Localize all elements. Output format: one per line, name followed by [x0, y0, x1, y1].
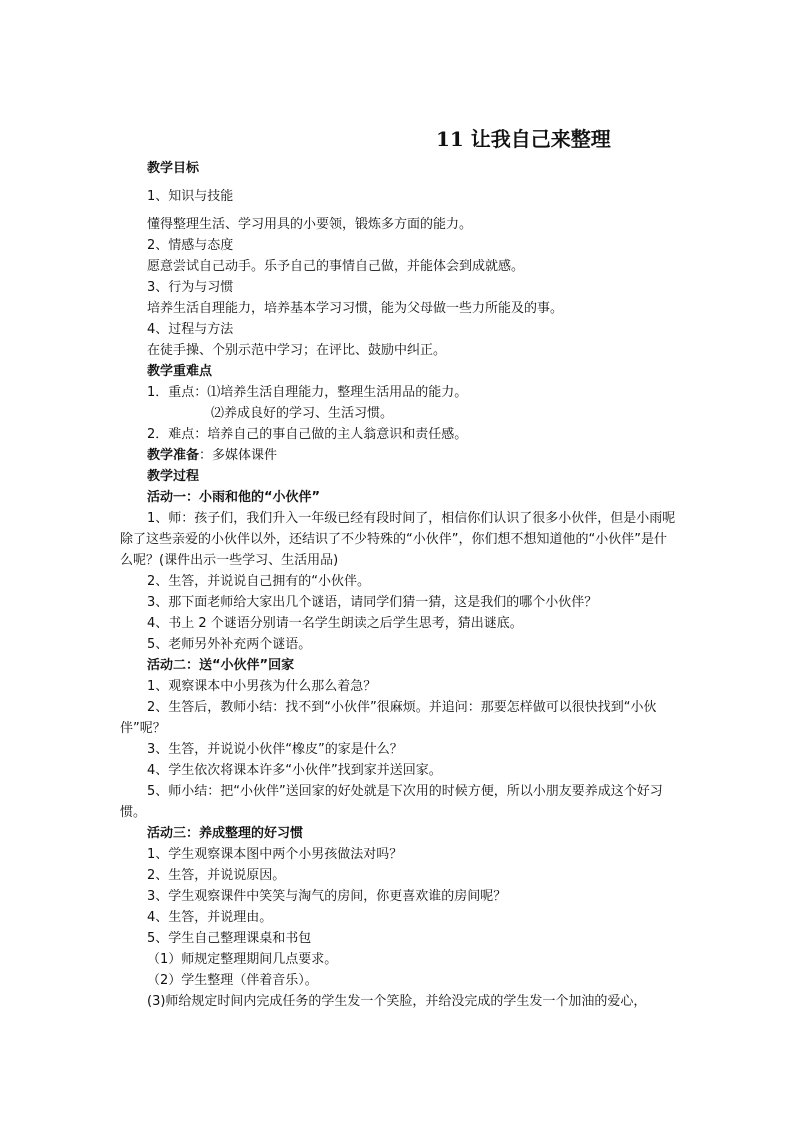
activity3-substep: （2）学生整理（伴着音乐）。: [147, 973, 318, 988]
activity3-step: 2、生答，并说说原因。: [147, 868, 286, 883]
process-heading: 教学过程: [147, 469, 200, 484]
activity3-step: 1、学生观察课本图中两个小男孩做法对吗？: [147, 847, 403, 862]
key-point-line: 2．难点：培养自己的事自己做的主人翁意识和责任感。: [147, 427, 468, 442]
activity1-step: 4、书上 2 个谜语分别请一名学生朗读之后学生思考，猜出谜底。: [147, 616, 523, 631]
activity1-heading: 活动一：小雨和他的“小伙伴”: [147, 490, 321, 505]
objective-text: 懂得整理生活、学习用具的小要领，锻炼多方面的能力。: [147, 217, 473, 232]
document-title: 11 让我自己来整理: [436, 127, 611, 151]
activity2-heading: 活动二：送“小伙伴”回家: [147, 658, 295, 673]
preparation-line: [120, 445, 676, 466]
activity2-step: 5、师小结：把“小伙伴”送回家的好处就是下次用的时候方便，所以小朋友要养成这个好习惯。: [120, 784, 663, 820]
objective-text: 培养生活自理能力，培养基本学习习惯，能为父母做一些力所能及的事。: [147, 301, 564, 316]
activity3-step: 5、学生自己整理课桌和书包: [147, 931, 312, 946]
activity1-step: 1、师：孩子们，我们升入一年级已经有段时间了，相信你们认识了很多小伙伴，但是小雨呢除了这些亲爱的小伙伴以外，还结识了不少特殊的“小伙伴”，你们想不想知道他的“小伙伴”是什么呢？(课件出示一些学习、生活用品): [120, 511, 676, 568]
objective-label: 4、过程与方法: [147, 322, 234, 337]
document-body: [120, 158, 676, 1012]
key-point-line: 1．重点：⑴培养生活自理能力，整理生活用品的能力。: [147, 385, 468, 400]
objective-label: 3、行为与习惯: [147, 280, 234, 295]
preparation-value: ：多媒体课件: [199, 448, 278, 463]
activity1-step: 5、老师另外补充两个谜语。: [147, 637, 312, 652]
activity3-heading: 活动三：养成整理的好习惯: [147, 826, 304, 841]
objectives-heading: 教学目标: [147, 161, 200, 176]
key-points-heading: 教学重难点: [147, 364, 213, 379]
objective-text: 在徒手操、个别示范中学习；在评比、鼓励中纠正。: [147, 343, 447, 358]
activity3-substep: (3)师给规定时间内完成任务的学生发一个笑脸，并给没完成的学生发一个加油的爱心，: [147, 994, 647, 1009]
activity2-step: 3、生答，并说说小伙伴“橡皮”的家是什么？: [147, 742, 403, 757]
activity1-step: 2、生答，并说说自己拥有的“小伙伴。: [147, 574, 371, 589]
key-point-line: ⑵养成良好的学习、生活习惯。: [211, 406, 394, 421]
activity3-substep: （1）师规定整理期间几点要求。: [147, 952, 338, 967]
objective-label: 2、情感与态度: [147, 238, 234, 253]
objective-text: 愿意尝试自己动手。乐予自己的事情自己做，并能体会到成就感。: [147, 259, 525, 274]
activity3-step: 4、生答，并说理由。: [147, 910, 273, 925]
activity2-step: 1、观察课本中小男孩为什么那么着急？: [147, 679, 377, 694]
activity2-step: 4、学生依次将课本许多“小伙伴”找到家并送回家。: [147, 763, 442, 778]
activity3-step: 3、学生观察课件中笑笑与淘气的房间，你更喜欢谁的房间呢？: [147, 889, 507, 904]
activity1-step: 3、那下面老师给大家出几个谜语，请同学们猜一猜，这是我们的哪个小伙伴？: [147, 595, 598, 610]
activity2-step: 2、生答后，教师小结：找不到“小伙伴”很麻烦。并追问：那要怎样做可以很快找到“小伙伴”呢？: [120, 700, 657, 736]
objective-label: 1、知识与技能: [147, 189, 234, 204]
preparation-label: 教学准备: [147, 448, 200, 463]
